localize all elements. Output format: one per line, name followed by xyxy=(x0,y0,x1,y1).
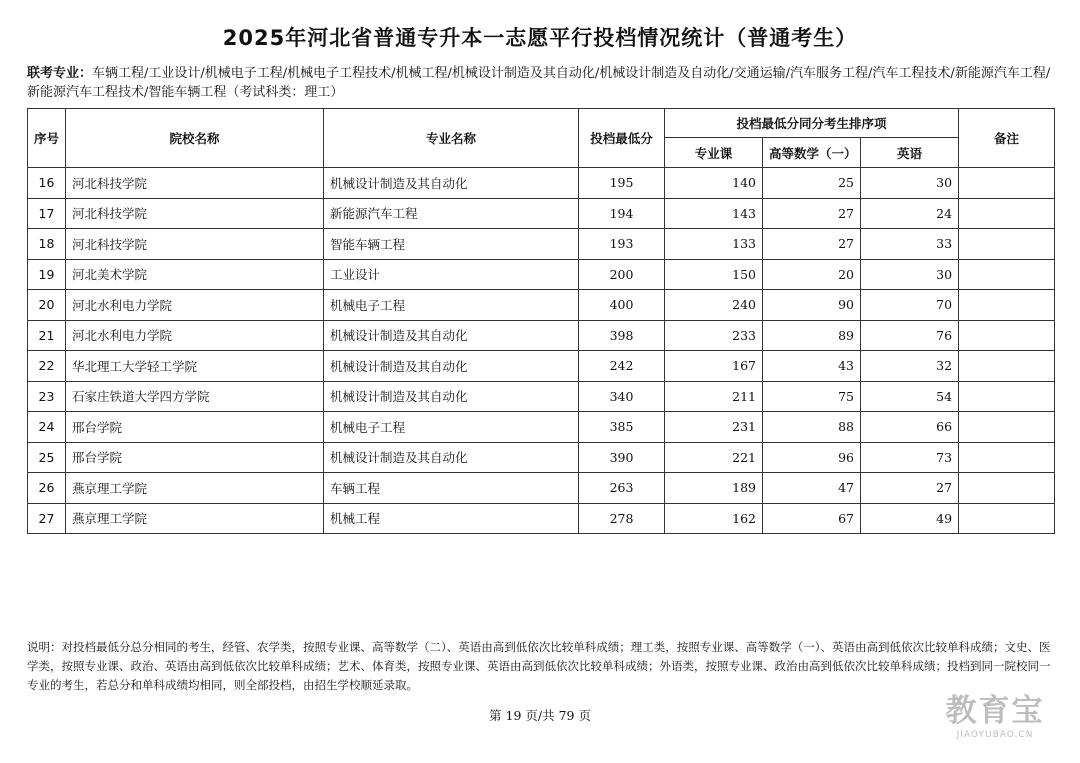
table-row xyxy=(28,168,1055,199)
cell-remark xyxy=(959,412,1055,443)
cell-no: 21 xyxy=(28,320,66,351)
table-row xyxy=(28,351,1055,382)
cell-remark xyxy=(959,320,1055,351)
cell-math: 96 xyxy=(763,442,861,473)
cell-professional: 231 xyxy=(665,412,763,443)
cell-major: 车辆工程 xyxy=(324,473,579,504)
cell-english: 32 xyxy=(861,351,959,382)
cell-no: 23 xyxy=(28,381,66,412)
cell-no: 20 xyxy=(28,290,66,321)
cell-major: 机械设计制造及其自动化 xyxy=(324,168,579,199)
table-row xyxy=(28,259,1055,290)
cell-major: 机械设计制造及其自动化 xyxy=(324,351,579,382)
cell-math: 47 xyxy=(763,473,861,504)
cell-no: 27 xyxy=(28,503,66,534)
watermark-domain: JIAOYUBAO.CN xyxy=(956,730,1034,740)
header-professional: 专业课 xyxy=(665,138,763,168)
admission-table xyxy=(27,108,1055,534)
table-row xyxy=(28,412,1055,443)
cell-school: 河北科技学院 xyxy=(66,229,324,260)
cell-min-score: 242 xyxy=(579,351,665,382)
table-row xyxy=(28,381,1055,412)
table-row xyxy=(28,442,1055,473)
cell-school: 华北理工大学轻工学院 xyxy=(66,351,324,382)
cell-math: 27 xyxy=(763,198,861,229)
cell-no: 19 xyxy=(28,259,66,290)
cell-professional: 162 xyxy=(665,503,763,534)
cell-english: 66 xyxy=(861,412,959,443)
cell-professional: 143 xyxy=(665,198,763,229)
cell-professional: 189 xyxy=(665,473,763,504)
table-header xyxy=(28,109,1055,168)
header-math: 高等数学（一） xyxy=(763,138,861,168)
cell-remark xyxy=(959,198,1055,229)
cell-school: 燕京理工学院 xyxy=(66,503,324,534)
cell-math: 20 xyxy=(763,259,861,290)
header-major: 专业名称 xyxy=(324,109,579,168)
cell-professional: 150 xyxy=(665,259,763,290)
cell-math: 89 xyxy=(763,320,861,351)
table-row xyxy=(28,473,1055,504)
cell-school: 河北水利电力学院 xyxy=(66,290,324,321)
cell-remark xyxy=(959,168,1055,199)
page-footer: 第 19 页/共 79 页 xyxy=(489,708,591,723)
cell-no: 26 xyxy=(28,473,66,504)
cell-remark xyxy=(959,442,1055,473)
table-body xyxy=(28,168,1055,534)
cell-english: 49 xyxy=(861,503,959,534)
cell-min-score: 194 xyxy=(579,198,665,229)
cell-math: 75 xyxy=(763,381,861,412)
cell-min-score: 263 xyxy=(579,473,665,504)
cell-school: 燕京理工学院 xyxy=(66,473,324,504)
cell-major: 机械设计制造及其自动化 xyxy=(324,442,579,473)
table-row xyxy=(28,320,1055,351)
cell-english: 27 xyxy=(861,473,959,504)
header-remarks: 备注 xyxy=(959,109,1055,168)
header-english: 英语 xyxy=(861,138,959,168)
cell-remark xyxy=(959,381,1055,412)
cell-major: 机械设计制造及其自动化 xyxy=(324,381,579,412)
cell-professional: 240 xyxy=(665,290,763,321)
cell-school: 邢台学院 xyxy=(66,442,324,473)
header-tiebreak-group: 投档最低分同分考生排序项 xyxy=(665,109,959,138)
cell-min-score: 390 xyxy=(579,442,665,473)
cell-professional: 211 xyxy=(665,381,763,412)
cell-english: 30 xyxy=(861,259,959,290)
table-row xyxy=(28,198,1055,229)
header-min-score: 投档最低分 xyxy=(579,109,665,168)
cell-math: 25 xyxy=(763,168,861,199)
cell-no: 25 xyxy=(28,442,66,473)
cell-remark xyxy=(959,259,1055,290)
table-row xyxy=(28,503,1055,534)
cell-english: 33 xyxy=(861,229,959,260)
header-school: 院校名称 xyxy=(66,109,324,168)
cell-professional: 133 xyxy=(665,229,763,260)
cell-major: 机械工程 xyxy=(324,503,579,534)
watermark-text: 教育宝 xyxy=(945,693,1045,729)
cell-math: 90 xyxy=(763,290,861,321)
cell-min-score: 200 xyxy=(579,259,665,290)
cell-school: 邢台学院 xyxy=(66,412,324,443)
cell-math: 67 xyxy=(763,503,861,534)
cell-no: 16 xyxy=(28,168,66,199)
page-title: 2025年河北省普通专升本一志愿平行投档情况统计（普通考生） xyxy=(222,26,858,50)
cell-school: 河北美术学院 xyxy=(66,259,324,290)
cell-math: 27 xyxy=(763,229,861,260)
cell-min-score: 385 xyxy=(579,412,665,443)
watermark-logo xyxy=(930,693,1060,741)
cell-min-score: 340 xyxy=(579,381,665,412)
cell-english: 30 xyxy=(861,168,959,199)
cell-math: 88 xyxy=(763,412,861,443)
cell-no: 17 xyxy=(28,198,66,229)
cell-major: 机械电子工程 xyxy=(324,412,579,443)
cell-professional: 221 xyxy=(665,442,763,473)
cell-min-score: 195 xyxy=(579,168,665,199)
cell-school: 河北科技学院 xyxy=(66,198,324,229)
cell-professional: 167 xyxy=(665,351,763,382)
cell-remark xyxy=(959,229,1055,260)
cell-remark xyxy=(959,503,1055,534)
cell-no: 24 xyxy=(28,412,66,443)
subjects-text: 车辆工程/工业设计/机械电子工程/机械电子工程技术/机械工程/机械设计制造及其自动化/机械设计制造及自动化/交通运输/汽车服务工程/汽车工程技术/新能源汽车工程/新能源汽车工程技术/智能车辆工程（考试科类：理工） xyxy=(27,66,1051,100)
cell-no: 18 xyxy=(28,229,66,260)
explanation-note: 说明：对投档最低分总分相同的考生，经管、农学类，按照专业课、高等数学（二）、英语由高到低依次比较单科成绩；理工类，按照专业课、高等数学（一）、英语由高到低依次比较单科成绩；文史、医学类，按照专业课、政治、英语由高到低依次比较单科成绩；艺术、体育类，按照专业课、英语由高到低依次比较单科成绩；外语类，按照专业课、政治由高到低依次比较单科成绩；投档到同一院校同一专业的考生，若总分和单科成绩均相同，则全部投档，由招生学校顺延录取。 xyxy=(27,640,1051,692)
cell-professional: 233 xyxy=(665,320,763,351)
cell-school: 河北水利电力学院 xyxy=(66,320,324,351)
cell-major: 智能车辆工程 xyxy=(324,229,579,260)
cell-english: 76 xyxy=(861,320,959,351)
cell-min-score: 193 xyxy=(579,229,665,260)
cell-english: 24 xyxy=(861,198,959,229)
cell-school: 河北科技学院 xyxy=(66,168,324,199)
cell-english: 54 xyxy=(861,381,959,412)
cell-major: 机械设计制造及其自动化 xyxy=(324,320,579,351)
cell-math: 43 xyxy=(763,351,861,382)
cell-major: 工业设计 xyxy=(324,259,579,290)
cell-remark xyxy=(959,473,1055,504)
header-no: 序号 xyxy=(28,109,66,168)
cell-major: 机械电子工程 xyxy=(324,290,579,321)
cell-remark xyxy=(959,351,1055,382)
cell-professional: 140 xyxy=(665,168,763,199)
table-row xyxy=(28,290,1055,321)
cell-english: 70 xyxy=(861,290,959,321)
subjects-label: 联考专业： xyxy=(27,66,93,81)
cell-min-score: 278 xyxy=(579,503,665,534)
cell-english: 73 xyxy=(861,442,959,473)
table-row xyxy=(28,229,1055,260)
cell-major: 新能源汽车工程 xyxy=(324,198,579,229)
cell-remark xyxy=(959,290,1055,321)
cell-no: 22 xyxy=(28,351,66,382)
cell-min-score: 398 xyxy=(579,320,665,351)
cell-school: 石家庄铁道大学四方学院 xyxy=(66,381,324,412)
cell-min-score: 400 xyxy=(579,290,665,321)
subjects-line xyxy=(27,64,1057,102)
